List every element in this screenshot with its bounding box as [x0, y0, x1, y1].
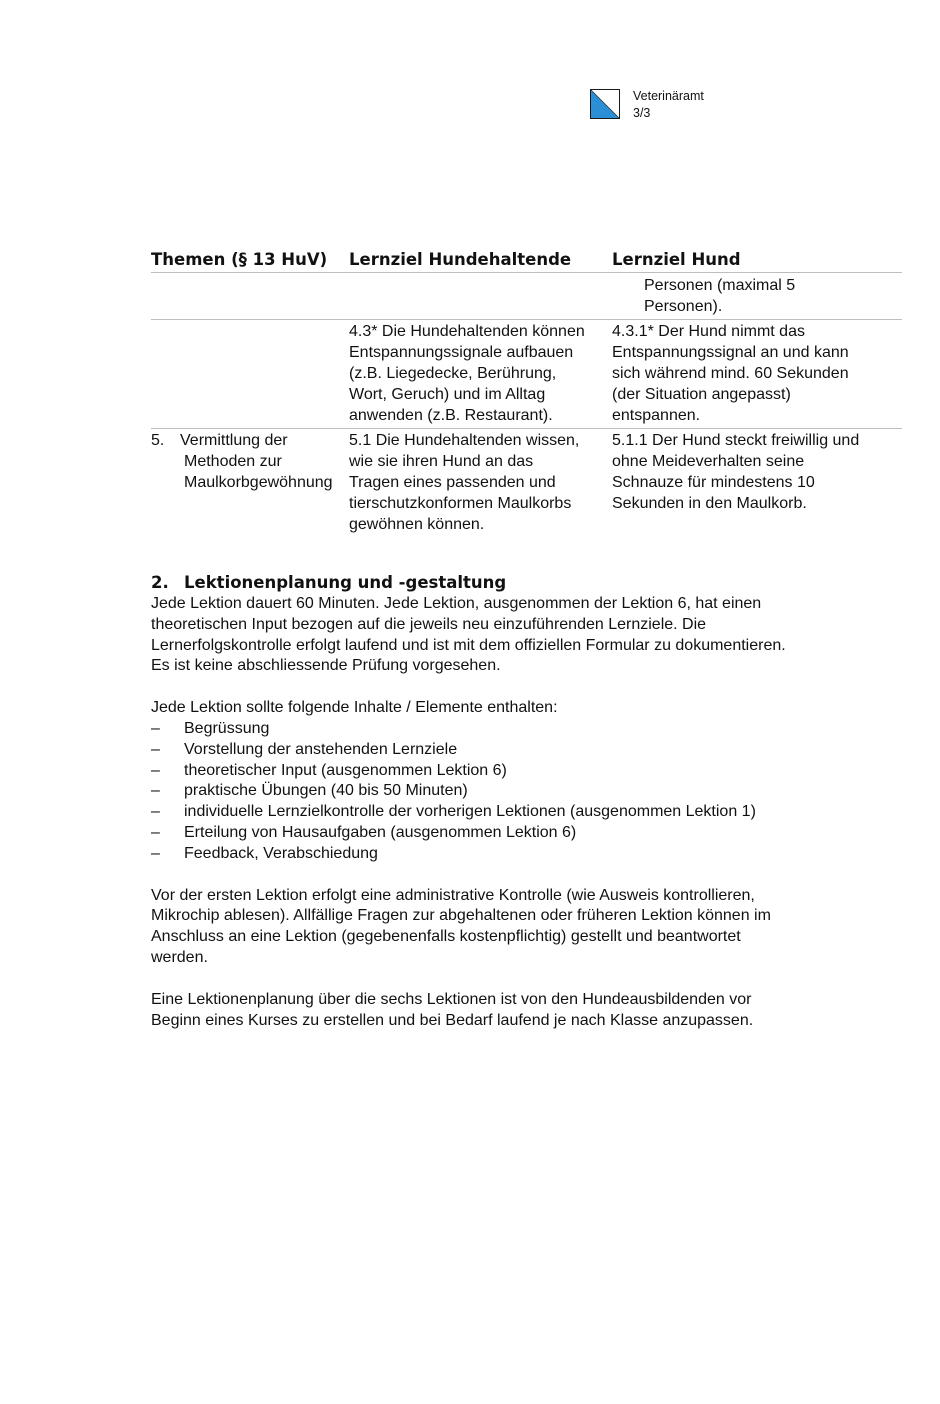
cell-line: Sekunden in den Maulkorb.: [612, 495, 807, 512]
text-line: Lernerfolgskontrolle erfolgt laufend und ist mit dem offiziellen Formular zu dokumentieren.: [151, 636, 786, 654]
cell-line: 5.1.1 Der Hund steckt freiwillig und: [612, 432, 860, 449]
lesson-elements-list: [151, 719, 891, 865]
cell-line: (z.B. Liegedecke, Berührung,: [349, 365, 557, 382]
owner-goal-cell: [349, 275, 612, 317]
topic-text: Vermittlung der: [180, 432, 288, 449]
owner-goal-cell: [349, 430, 612, 535]
table-row: [151, 273, 902, 320]
text-line: Mikrochip ablesen). Allfällige Fragen zur abgehaltenen oder früheren Lektion können im: [151, 907, 771, 925]
dog-goal-cell: [612, 321, 902, 426]
list-dash: –: [151, 823, 160, 841]
cell-line: wie sie ihren Hund an das: [349, 453, 534, 470]
column-header-topics: Themen (§ 13 HuV): [151, 250, 328, 269]
cell-line: ohne Meideverhalten seine: [612, 453, 805, 470]
cell-line: Personen).: [644, 298, 723, 315]
list-item-text: theoretischer Input (ausgenommen Lektion 6): [184, 761, 507, 779]
cell-line: Maulkorbgewöhnung: [184, 474, 333, 491]
section-heading: [151, 572, 891, 594]
list-item: [151, 844, 891, 865]
topic-number: 5.: [151, 432, 165, 449]
page-number: 3/3: [633, 106, 651, 120]
owner-goal-cell: [349, 321, 612, 426]
planning-paragraph: [151, 990, 891, 1032]
admin-paragraph: [151, 886, 891, 969]
text-line: Anschluss an eine Lektion (gegebenenfalls kostenpflichtig) gestellt und beantwortet: [151, 928, 741, 946]
cell-line: Entspannungssignale aufbauen: [349, 344, 574, 361]
cell-line: Methoden zur: [184, 453, 282, 470]
cell-line: gewöhnen können.: [349, 516, 485, 533]
list-item-text: individuelle Lernzielkontrolle der vorherigen Lektionen (ausgenommen Lektion 1): [184, 803, 756, 821]
text-line: theoretischen Input bezogen auf die jeweils neu einzuführenden Lernziele. Die: [151, 615, 707, 633]
list-dash: –: [151, 782, 160, 800]
list-item-text: Begrüssung: [184, 719, 270, 737]
cell-line: (der Situation angepasst): [612, 386, 791, 403]
topic-cell: [151, 430, 349, 535]
list-dash: –: [151, 719, 160, 737]
list-dash: –: [151, 761, 160, 779]
cell-line: Entspannungssignal an und kann: [612, 344, 849, 361]
cell-line: [151, 430, 349, 451]
list-item-text: Vorstellung der anstehenden Lernziele: [184, 740, 458, 758]
cell-line: tierschutzkonformen Maulkorbs: [349, 495, 572, 512]
list-item: [151, 781, 891, 802]
list-dash: –: [151, 803, 160, 821]
cell-line: Wort, Geruch) und im Alltag: [349, 386, 546, 403]
list-dash: –: [151, 844, 160, 862]
text-line: Jede Lektion dauert 60 Minuten. Jede Lektion, ausgenommen der Lektion 6, hat einen: [151, 595, 762, 612]
cell-line: 4.3.1* Der Hund nimmt das: [612, 323, 805, 340]
list-item: [151, 761, 891, 782]
text-line: Vor der ersten Lektion erfolgt eine administrative Kontrolle (wie Ausweis kontrollieren,: [151, 886, 755, 904]
department-name: Veterinäramt: [633, 89, 704, 103]
text-line: werden.: [151, 948, 208, 966]
learning-goals-table: [151, 249, 902, 537]
text-line: Beginn eines Kurses zu erstellen und bei Bedarf laufend je nach Klasse anzupassen.: [151, 1011, 754, 1029]
list-intro: [151, 698, 891, 719]
intro-paragraph: [151, 594, 891, 677]
cell-line: anwenden (z.B. Restaurant).: [349, 407, 553, 424]
cell-line: Tragen eines passenden und: [349, 474, 556, 491]
list-item: [151, 719, 891, 740]
table-header-row: [151, 249, 902, 273]
cell-line: Schnauze für mindestens 10: [612, 474, 815, 491]
list-dash: –: [151, 740, 160, 758]
column-header-dog-goal: Lernziel Hund: [612, 250, 741, 269]
section-title: Lektionenplanung und -gestaltung: [184, 573, 507, 592]
list-item: [151, 823, 891, 844]
text-line: Eine Lektionenplanung über die sechs Lektionen ist von den Hundeausbildenden vor: [151, 990, 752, 1008]
text-line: Es ist keine abschliessende Prüfung vorgesehen.: [151, 657, 501, 675]
list-item: [151, 802, 891, 823]
topic-cell: [151, 321, 349, 426]
topic-cell: [151, 275, 349, 317]
list-item-text: Erteilung von Hausaufgaben (ausgenommen Lektion 6): [184, 823, 577, 841]
cell-line: Personen (maximal 5: [644, 277, 796, 294]
page-header: [633, 88, 704, 122]
column-header-owner-goal: Lernziel Hundehaltende: [349, 250, 572, 269]
cell-line: sich während mind. 60 Sekunden: [612, 365, 849, 382]
table-row: [151, 320, 902, 429]
table-row: [151, 429, 902, 537]
cell-line: 5.1 Die Hundehaltenden wissen,: [349, 432, 580, 449]
list-item-text: praktische Übungen (40 bis 50 Minuten): [184, 782, 468, 800]
canton-logo-icon: [590, 89, 620, 119]
dog-goal-cell: [612, 430, 902, 535]
list-item: [151, 740, 891, 761]
text-line: Jede Lektion sollte folgende Inhalte / Elemente enthalten:: [151, 699, 558, 717]
section-number: 2.: [151, 573, 169, 592]
cell-line: 4.3* Die Hundehaltenden können: [349, 323, 585, 340]
section-lesson-planning: [151, 572, 891, 1031]
cell-line: entspannen.: [612, 407, 701, 424]
dog-goal-cell: [612, 275, 934, 317]
list-item-text: Feedback, Verabschiedung: [184, 844, 378, 862]
